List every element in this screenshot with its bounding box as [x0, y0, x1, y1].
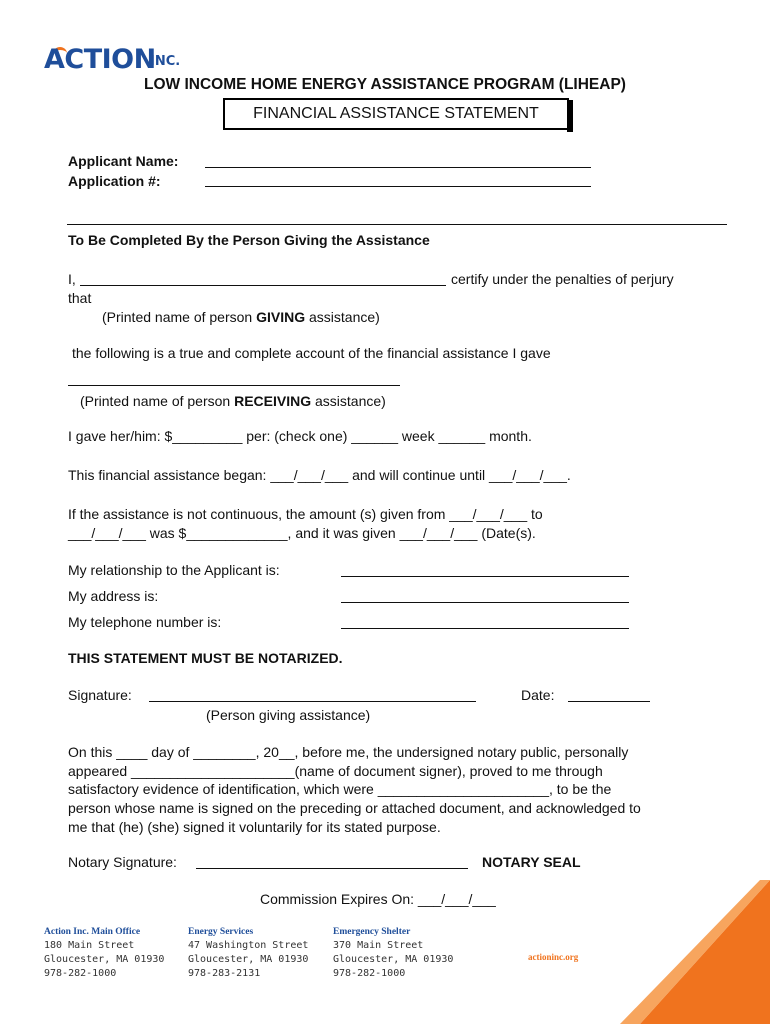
- phone-field[interactable]: [341, 628, 629, 629]
- notary-text-line-4: person whose name is signed on the preceding or attached document, and acknowledged to: [68, 800, 641, 816]
- logo-suffix: INC.: [150, 54, 181, 69]
- address-field[interactable]: [341, 602, 629, 603]
- logo-name: ACTION: [44, 44, 156, 75]
- application-number-field[interactable]: [205, 186, 591, 187]
- date-label: Date:: [521, 687, 555, 703]
- certify-suffix: certify under the penalties of perjury: [451, 271, 674, 287]
- application-number-label: Application #:: [68, 173, 161, 189]
- receiver-name-field[interactable]: [68, 385, 400, 386]
- commission-expires-line[interactable]: Commission Expires On: ___/___/___: [260, 891, 496, 907]
- notary-seal-label: NOTARY SEAL: [482, 854, 581, 870]
- notary-signature-label: Notary Signature:: [68, 854, 177, 870]
- notary-text-line-2: appeared _____________________(name of document signer), proved to me through: [68, 763, 603, 779]
- notary-signature-field[interactable]: [196, 868, 468, 869]
- signature-caption: (Person giving assistance): [206, 707, 371, 723]
- signature-label: Signature:: [68, 687, 132, 703]
- receiver-caption: (Printed name of person RECEIVING assistance): [80, 393, 386, 409]
- date-field[interactable]: [568, 701, 650, 702]
- applicant-name-label: Applicant Name:: [68, 153, 179, 169]
- subtitle-box: [223, 98, 569, 130]
- address-label: My address is:: [68, 588, 159, 604]
- notary-text-line-5: me that (he) (she) signed it voluntarily for its stated purpose.: [68, 819, 441, 835]
- footer-office-shelter: Emergency Shelter 370 Main Street Gloucester, MA 01930 978-282-1000: [333, 927, 454, 979]
- applicant-name-field[interactable]: [205, 167, 591, 168]
- gave-amount-line[interactable]: I gave her/him: $_________ per: (check one) ______ week ______ month.: [68, 428, 532, 444]
- section-heading: To Be Completed By the Person Giving the Assistance: [68, 232, 430, 248]
- footer-office-main: Action Inc. Main Office 180 Main Street Gloucester, MA 01930 978-282-1000: [44, 927, 165, 979]
- footer-office-energy: Energy Services 47 Washington Street Gloucester, MA 01930 978-283-2131: [188, 927, 309, 979]
- not-continuous-line-1[interactable]: If the assistance is not continuous, the amount (s) given from ___/___/___ to: [68, 506, 543, 522]
- notary-text-line-3: satisfactory evidence of identification, which were ______________________, to be the: [68, 781, 612, 797]
- notarized-notice: THIS STATEMENT MUST BE NOTARIZED.: [68, 650, 343, 666]
- page-title: LOW INCOME HOME ENERGY ASSISTANCE PROGRAM (LIHEAP): [144, 76, 626, 93]
- account-text: the following is a true and complete account of the financial assistance I gave: [72, 345, 551, 361]
- phone-label: My telephone number is:: [68, 614, 222, 630]
- notary-text-line-1: On this ____ day of ________, 20__, before me, the undersigned notary public, personally: [68, 744, 629, 760]
- footer-website-link[interactable]: actioninc.org: [528, 952, 579, 962]
- certify-prefix: I,: [68, 271, 76, 287]
- assistance-began-line[interactable]: This financial assistance began: ___/___/___ and will continue until ___/___/___.: [68, 467, 571, 483]
- certify-that: that: [68, 290, 92, 306]
- giver-caption: (Printed name of person GIVING assistance): [102, 309, 380, 325]
- relationship-label: My relationship to the Applicant is:: [68, 562, 280, 578]
- not-continuous-line-2[interactable]: ___/___/___ was $_____________, and it was given ___/___/___ (Date(s).: [68, 525, 536, 541]
- signature-field[interactable]: [149, 701, 476, 702]
- page-subtitle: FINANCIAL ASSISTANCE STATEMENT: [253, 105, 539, 122]
- relationship-field[interactable]: [341, 576, 629, 577]
- corner-decoration: [620, 880, 770, 1024]
- section-divider: [67, 224, 727, 225]
- giver-name-field[interactable]: [80, 285, 446, 286]
